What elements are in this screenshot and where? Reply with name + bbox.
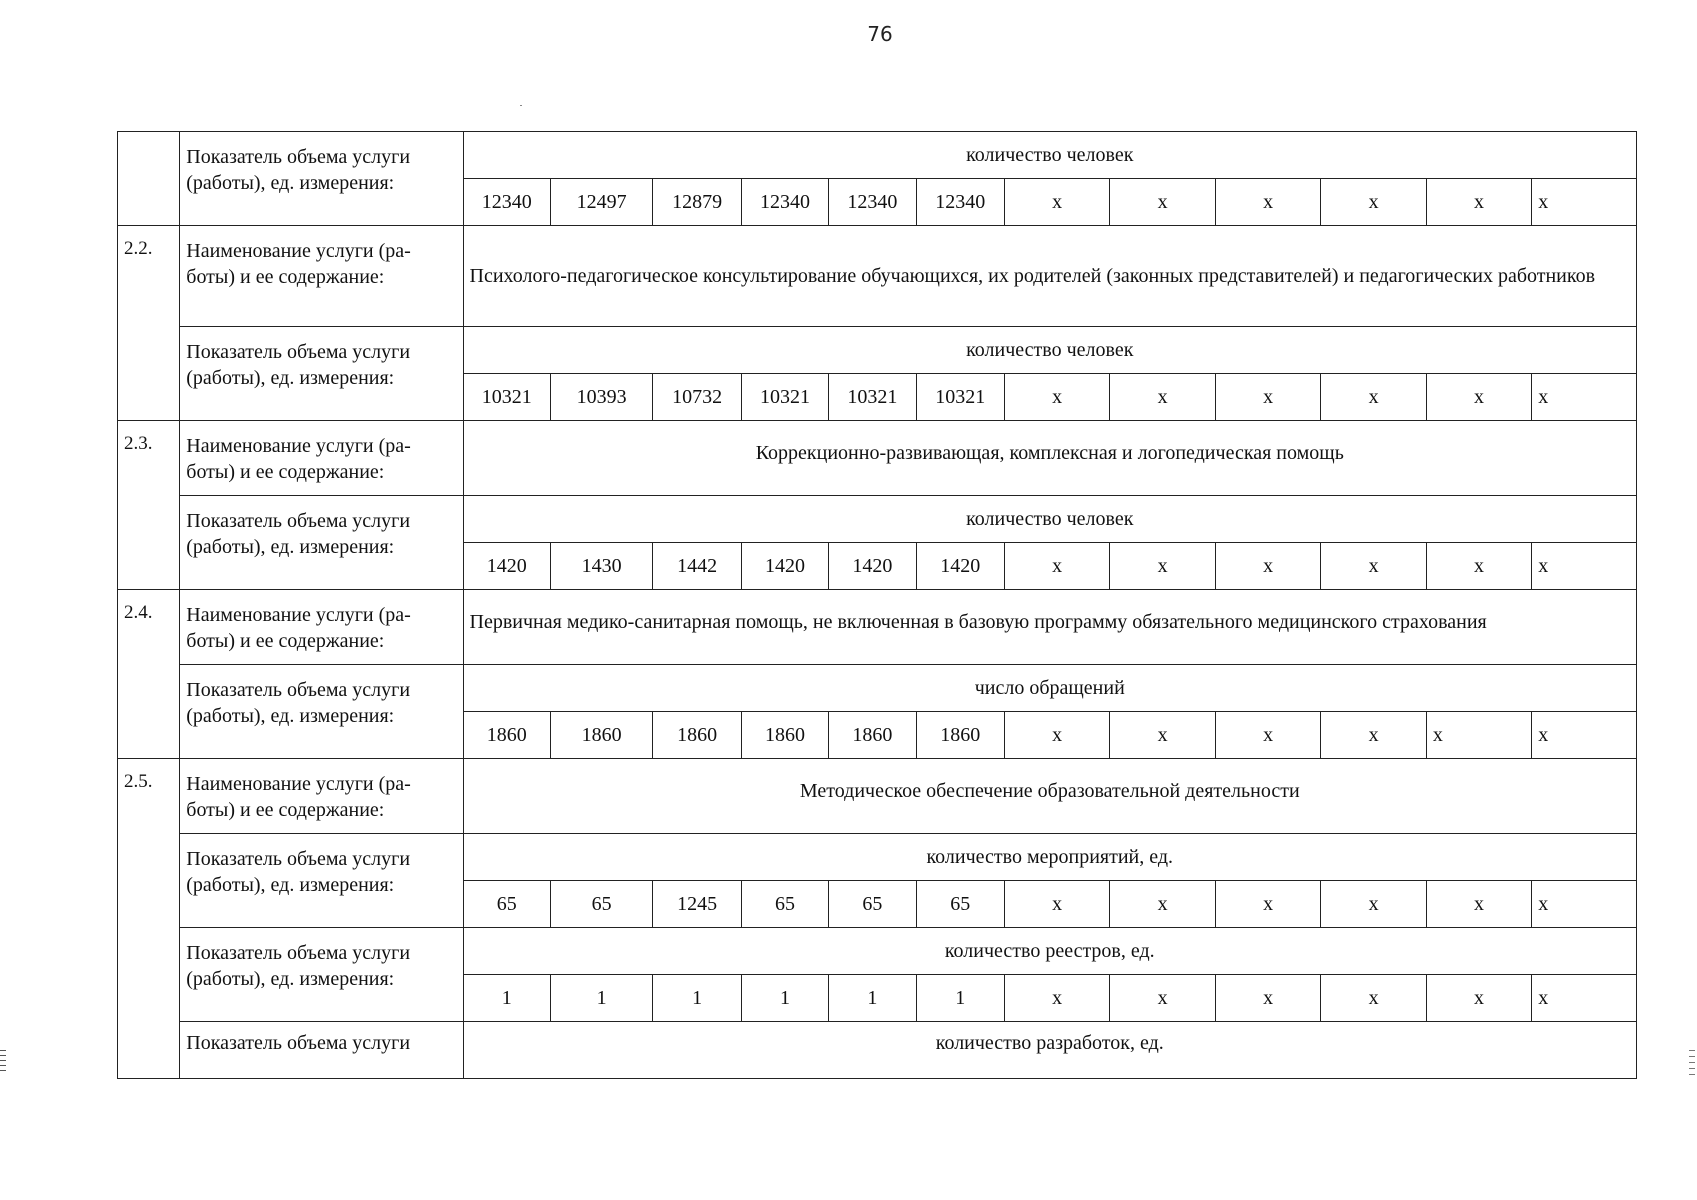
value-cell: x [1321, 881, 1426, 928]
value-cell: x [1215, 975, 1320, 1022]
value-cell: 1442 [653, 543, 741, 590]
service-name: Психолого-педагогическое консультирование обучающихся, их родителей (законных представителей) и педагогических работников [463, 226, 1636, 327]
row-number-cell [118, 132, 180, 226]
measure-label: Показатель объема услуги (работы), ед. измерения: [180, 496, 463, 590]
row-number: 2.3. [118, 421, 180, 590]
value-cell: 12340 [463, 179, 550, 226]
value-cell: x [1110, 543, 1215, 590]
value-cell: 1 [463, 975, 550, 1022]
value-cell: x [1110, 179, 1215, 226]
value-cell: x [1004, 881, 1109, 928]
value-cell: 1860 [653, 712, 741, 759]
value-cell: 1860 [550, 712, 652, 759]
value-cell: 12497 [550, 179, 652, 226]
value-cell: x [1532, 543, 1637, 590]
value-cell: 12340 [741, 179, 828, 226]
table-row [118, 759, 1637, 834]
value-cell: 10321 [463, 374, 550, 421]
service-name-label: Наименование услуги (ра-боты) и ее содержание: [180, 421, 463, 496]
value-cell: 65 [829, 881, 916, 928]
value-cell: x [1532, 179, 1637, 226]
service-name-label: Наименование услуги (ра-боты) и ее содержание: [180, 759, 463, 834]
value-cell: 1245 [653, 881, 741, 928]
measure-label: Показатель объема услуги (работы), ед. измерения: [180, 327, 463, 421]
row-number: 2.2. [118, 226, 180, 421]
value-cell: x [1532, 712, 1637, 759]
value-cell: x [1110, 975, 1215, 1022]
value-cell: x [1215, 179, 1320, 226]
value-cell: 1430 [550, 543, 652, 590]
scan-edge-marks [0, 1050, 8, 1075]
value-cell: x [1004, 374, 1109, 421]
value-cell: x [1215, 712, 1320, 759]
table-row [118, 226, 1637, 327]
service-name: Методическое обеспечение образовательной деятельности [463, 759, 1636, 834]
measure-label: Показатель объема услуги (работы), ед. измерения: [180, 132, 463, 226]
page-number: 76 [867, 22, 893, 46]
value-cell: 1420 [829, 543, 916, 590]
table-row [118, 665, 1637, 712]
table-row [118, 496, 1637, 543]
value-cell: 1 [829, 975, 916, 1022]
service-name: Первичная медико-санитарная помощь, не включенная в базовую программу обязательного медицинского страхования [463, 590, 1636, 665]
value-cell: 10321 [829, 374, 916, 421]
value-cell: 1860 [741, 712, 828, 759]
value-cell: x [1426, 712, 1531, 759]
measure-label: Показатель объема услуги (работы), ед. измерения: [180, 834, 463, 928]
scan-edge-marks [1689, 1050, 1697, 1080]
value-cell: 12340 [829, 179, 916, 226]
value-cell: x [1321, 712, 1426, 759]
table-row [118, 928, 1637, 975]
value-cell: 12340 [916, 179, 1004, 226]
value-cell: x [1426, 975, 1531, 1022]
measure-label: Показатель объема услуги (работы), ед. измерения: [180, 928, 463, 1022]
service-name-label: Наименование услуги (ра-боты) и ее содержание: [180, 226, 463, 327]
value-cell: x [1321, 374, 1426, 421]
row-number: 2.4. [118, 590, 180, 759]
value-cell: 10393 [550, 374, 652, 421]
value-cell: x [1426, 881, 1531, 928]
measure-unit: количество человек [463, 132, 1636, 179]
value-cell: 1420 [463, 543, 550, 590]
table-row [118, 327, 1637, 374]
value-cell: 10732 [653, 374, 741, 421]
value-cell: 1860 [916, 712, 1004, 759]
value-cell: x [1004, 712, 1109, 759]
value-cell: 1860 [463, 712, 550, 759]
value-cell: 1 [741, 975, 828, 1022]
value-cell: x [1426, 374, 1531, 421]
measure-unit: количество мероприятий, ед. [463, 834, 1636, 881]
value-cell: x [1215, 543, 1320, 590]
value-cell: 1420 [916, 543, 1004, 590]
value-cell: 1 [653, 975, 741, 1022]
service-name-label: Наименование услуги (ра-боты) и ее содержание: [180, 590, 463, 665]
measure-label: Показатель объема услуги (работы), ед. измерения: [180, 665, 463, 759]
value-cell: x [1004, 543, 1109, 590]
value-cell: 1 [916, 975, 1004, 1022]
value-cell: x [1215, 881, 1320, 928]
row-number: 2.5. [118, 759, 180, 1079]
value-cell: 65 [463, 881, 550, 928]
value-cell: x [1321, 975, 1426, 1022]
service-name: Коррекционно-развивающая, комплексная и логопедическая помощь [463, 421, 1636, 496]
value-cell: 12879 [653, 179, 741, 226]
value-cell: x [1532, 374, 1637, 421]
value-cell: x [1215, 374, 1320, 421]
value-cell: 1860 [829, 712, 916, 759]
value-cell: x [1321, 179, 1426, 226]
value-cell: x [1110, 374, 1215, 421]
value-cell: 65 [916, 881, 1004, 928]
value-cell: 65 [550, 881, 652, 928]
value-cell: x [1321, 543, 1426, 590]
table-row [118, 421, 1637, 496]
value-cell: x [1110, 881, 1215, 928]
measure-unit: количество человек [463, 327, 1636, 374]
measure-label: Показатель объема услуги [180, 1022, 463, 1079]
measure-unit: количество разработок, ед. [463, 1022, 1636, 1079]
value-cell: 10321 [741, 374, 828, 421]
value-cell: x [1004, 975, 1109, 1022]
value-cell: x [1110, 712, 1215, 759]
measure-unit: число обращений [463, 665, 1636, 712]
table-row [118, 132, 1637, 179]
value-cell: x [1532, 975, 1637, 1022]
value-cell: x [1426, 179, 1531, 226]
table-row [118, 834, 1637, 881]
value-cell: 1 [550, 975, 652, 1022]
value-cell: 65 [741, 881, 828, 928]
value-cell: 10321 [916, 374, 1004, 421]
value-cell: x [1004, 179, 1109, 226]
table-row [118, 1022, 1637, 1079]
services-table [117, 131, 1637, 1079]
scan-speck [520, 105, 522, 106]
table-row [118, 590, 1637, 665]
value-cell: x [1426, 543, 1531, 590]
value-cell: x [1532, 881, 1637, 928]
measure-unit: количество человек [463, 496, 1636, 543]
measure-unit: количество реестров, ед. [463, 928, 1636, 975]
value-cell: 1420 [741, 543, 828, 590]
